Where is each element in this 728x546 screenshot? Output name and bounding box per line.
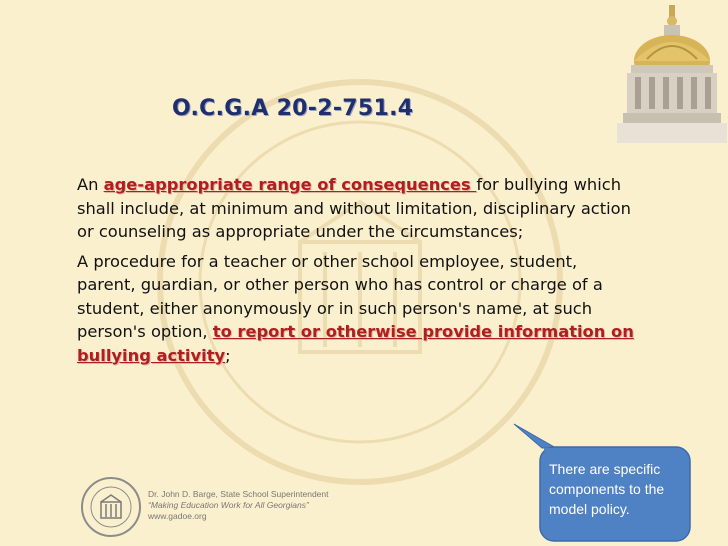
- footer-slogan: “Making Education Work for All Georgians”: [148, 500, 309, 510]
- footer-website: www.gadoe.org: [148, 511, 207, 521]
- footer-credits: [148, 489, 329, 522]
- paragraph-procedure: [77, 250, 637, 368]
- paragraph-consequences: [77, 173, 637, 244]
- highlight-consequences: age-appropriate range of consequences: [103, 175, 477, 194]
- paragraph-prefix: An: [77, 175, 104, 194]
- department-of-education-seal-icon: [80, 476, 142, 538]
- highlight-report: to report or otherwise provide information on bullying activity: [77, 322, 634, 365]
- footer-superintendent: Dr. John D. Barge, State School Superintendent: [148, 489, 329, 499]
- paragraph-rest: for bullying which shall include, at minimum and without limitation, disciplinary action or counseling as appropriate under the circumstances;: [77, 175, 631, 241]
- slide-title: O.C.G.A 20-2-751.4: [172, 96, 414, 121]
- paragraph-text: A procedure for a teacher or other school employee, student, parent, guardian, or other person who has control or charge of a student, either anonymously or in such person's name, at such person's option,: [77, 251, 603, 341]
- paragraph-suffix: ;: [225, 345, 231, 365]
- slide-body: [77, 173, 637, 373]
- callout-text: There are specific components to the model policy.: [549, 461, 665, 517]
- capitol-dome-image: [617, 3, 727, 143]
